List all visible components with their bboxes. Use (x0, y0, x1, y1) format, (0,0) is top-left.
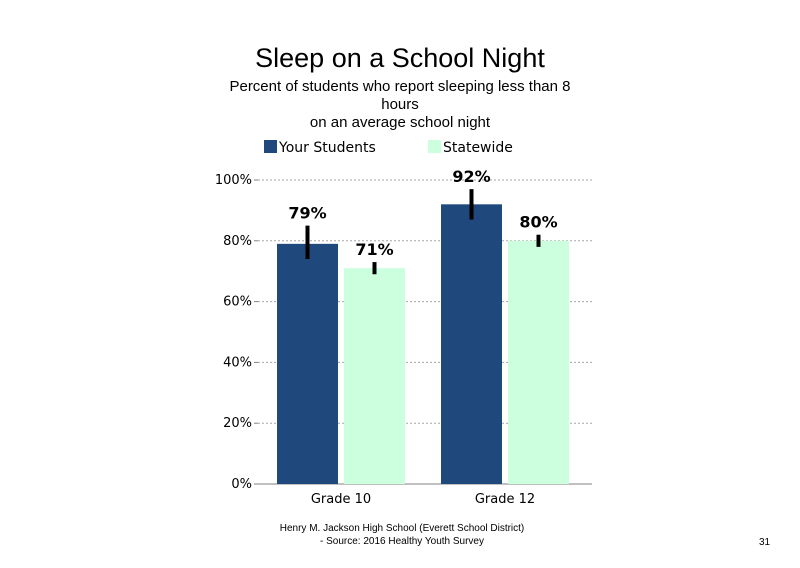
source-footer (232, 522, 572, 548)
y-tick-label: 0% (231, 477, 252, 492)
page-number: 31 (759, 537, 771, 548)
data-label: 79% (288, 203, 327, 223)
x-tick-label: Grade 10 (310, 492, 372, 507)
data-label: 71% (355, 240, 394, 260)
data-label: 80% (519, 212, 558, 232)
subtitle-line-2: hours (381, 96, 419, 113)
bar-statewide (508, 241, 569, 484)
footer-school: Henry M. Jackson High School (Everett School District) (279, 523, 525, 534)
y-tick-label: 80% (223, 233, 252, 249)
subtitle-line-3: on an average school night (309, 114, 491, 131)
chart-title: Sleep on a School Night (255, 43, 545, 73)
y-tick-label: 100% (214, 173, 252, 188)
y-tick-label: 60% (223, 294, 252, 310)
x-tick-label: Grade 12 (474, 492, 536, 507)
footer-source: - Source: 2016 Healthy Youth Survey (320, 536, 484, 547)
legend-label-statewide: Statewide (443, 140, 513, 156)
bar-statewide (344, 268, 405, 484)
data-label: 92% (452, 167, 491, 187)
bar-your-students (441, 204, 502, 484)
legend-label-your-students: Your Students (279, 140, 376, 156)
subtitle-line-1: Percent of students who report sleeping less than 8 (229, 78, 571, 95)
y-tick-label: 20% (223, 416, 252, 432)
y-tick-label: 40% (223, 355, 252, 371)
bar-your-students (277, 244, 338, 484)
